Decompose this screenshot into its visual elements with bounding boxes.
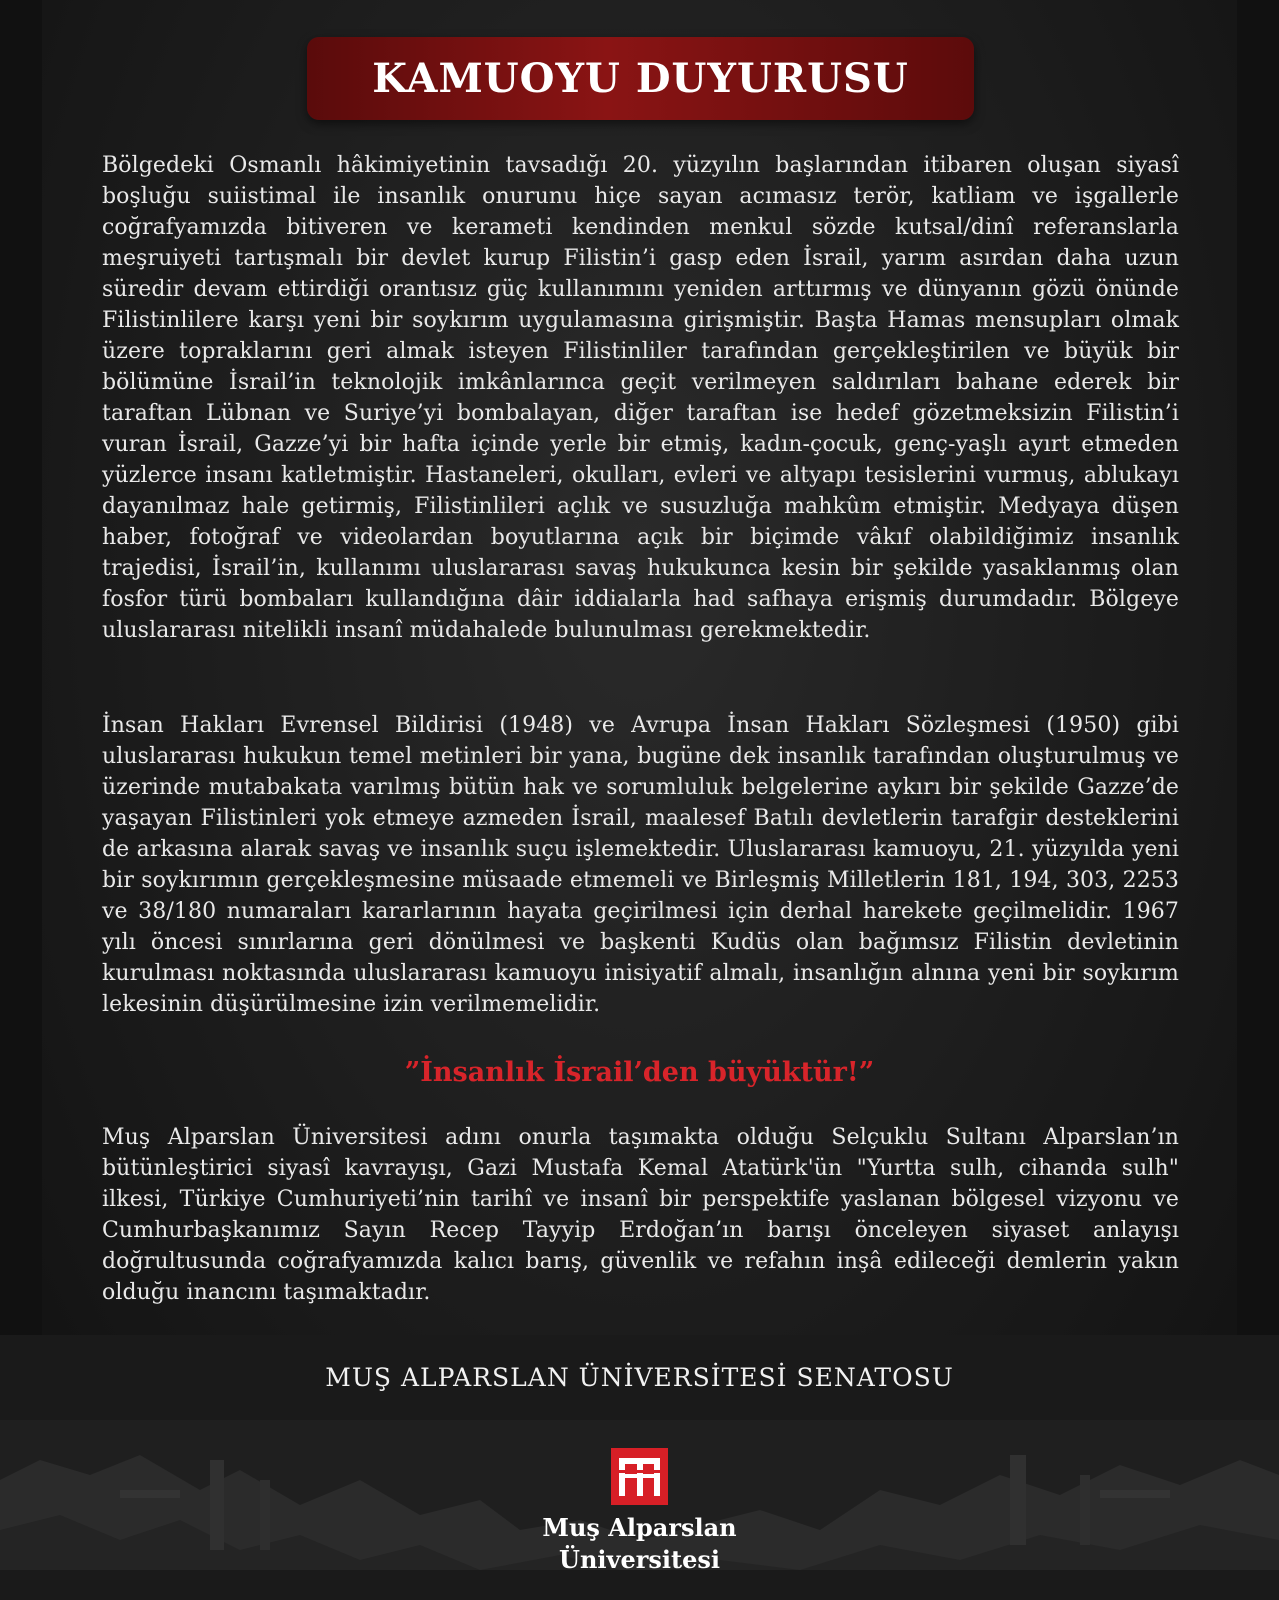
page-title: KAMUOYU DUYURUSU (372, 55, 909, 102)
right-border-shade (1237, 0, 1279, 1335)
slogan: ”İnsanlık İsrail’den büyüktür!” (404, 1057, 875, 1088)
signature-band (0, 1335, 1279, 1420)
paragraph-3: Muş Alparslan Üniversitesi adını onurla taşımakta olduğu Selçuklu Sultanı Alparslan’ın bütünleştirici siyasî kavrayışı, Gazi Mustafa Kemal Atatürk'ün "Yurtta sulh, cihanda sulh" ilkesi, Türkiye Cumhuriyeti’nin tarihî ve insanî bir perspektife yaslanan bölgesel vizyonu ve Cumhurbaşkanımız Sayın Recep Tayyip Erdoğan’ın barışı önceleyen siyaset anlayışı doğrultusunda coğrafyamızda kalıcı barış, güvenlik ve refahın inşâ edileceği demlerin yakın olduğu inancını taşımaktadır. (102, 1125, 1179, 1305)
university-name-line2: Üniversitesi (559, 1545, 720, 1574)
left-border-shade (0, 0, 42, 1335)
university-logo-icon (611, 1448, 668, 1505)
university-name-line1: Muş Alparslan (542, 1513, 737, 1542)
title-banner (307, 37, 974, 120)
paragraph-1: Bölgedeki Osmanlı hâkimiyetinin tavsadığı 20. yüzyılın başlarından itibaren oluşan siyasî boşluğu suiistimal ile insanlık onurunu hiçe sayan acımasız terör, katliam ve işgallerle coğrafyamızda bitiveren ve kerameti kendinden menkul sözde kutsal/dinî referanslarla meşruiyeti tartışmalı bir devlet kurup Filistin’i gasp eden İsrail, yarım asırdan daha uzun süredir devam ettirdiği orantısız güç kullanımını yeniden arttırmış ve dünyanın gözü önünde Filistinlilere karşı yeni bir soykırım uygulamasına girişmiştir. Başta Hamas mensupları olmak üzere topraklarını geri almak isteyen Filistinliler tarafından gerçekleştirilen ve büyük bir bölümüne İsrail’in teknolojik imkânlarınca geçit verilmeyen saldırıları bahane ederek bir taraftan Lübnan ve Suriye’yi bombalayan, diğer taraftan ise hedef gözetmeksizin Filistin’i vuran İsrail, Gazze’yi bir hafta içinde yerle bir etmiş, kadın-çocuk, genç-yaşlı ayırt etmeden yüzlerce insanı katletmiştir. Hastaneleri, okulları, evleri ve altyapı tesislerini vurmuş, ablukayı dayanılmaz hale getirmiş, Filistinlileri açlık ve susuzluğa mahkûm etmiştir. Medyaya düşen haber, fotoğraf ve videolardan boyutlarına açık bir biçimde vâkıf olabildiğimiz insanlık trajedisi, İsrail’in, kullanımı uluslararası savaş hukukunca kesin bir şekilde yasaklanmış olan fosfor türü bombaları kullandığına dâir iddialarla had safhaya erişmiş durumdadır. Bölgeye uluslararası nitelikli insanî müdahalede bulunulması gerekmektedir. (102, 153, 1179, 643)
paragraph-2: İnsan Hakları Evrensel Bildirisi (1948) ve Avrupa İnsan Hakları Sözleşmesi (1950) gibi uluslararası hukukun temel metinleri bir yana, bugüne dek insanlık tarafından oluşturulmuş ve üzerinde mutabakata varılmış bütün hak ve sorumluluk belgelerine aykırı bir şekilde Gazze’de yaşayan Filistinleri yok etmeye azmeden İsrail, maalesef Batılı devletlerin tarafgir desteklerini de arkasına alarak savaş ve insanlık suçu işlemektedir. Uluslararası kamuoyu, 21. yüzyılda yeni bir soykırımın gerçekleşmesine müsaade etmemeli ve Birleşmiş Milletlerin 181, 194, 303, 2253 ve 38/180 numaraları kararlarının hayata geçirilmesi için derhal harekete geçilmelidir. 1967 yılı öncesi sınırlarına geri dönülmesi ve başkenti Kudüs olan bağımsız Filistin devletinin kurulması noktasında uluslararası kamuoyu inisiyatif almalı, insanlığın alnına yeni bir soykırım lekesinin düşürülmesine izin verilmemelidir. (102, 713, 1179, 1017)
senate-signature: MUŞ ALPARSLAN ÜNİVERSİTESİ SENATOSU (325, 1363, 954, 1392)
